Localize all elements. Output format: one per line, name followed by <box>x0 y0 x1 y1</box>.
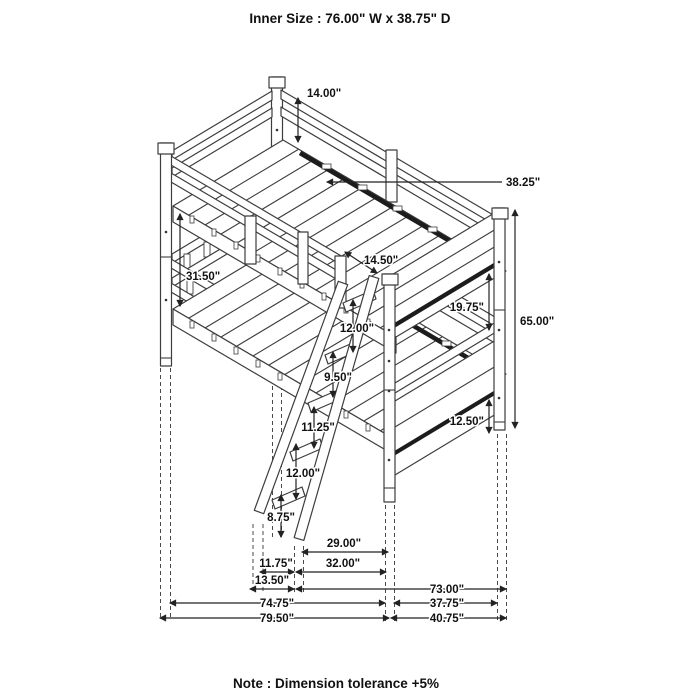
dim-label-frame-length: 73.00" <box>429 584 465 596</box>
dim-label-lower-rail-clearance: 31.50" <box>186 271 221 283</box>
foot-front-post <box>382 274 398 502</box>
head-front-post <box>158 143 174 366</box>
dim-label-guard-rail-height: 14.00" <box>307 88 342 100</box>
dim-label-ladder-step-4: 12.00" <box>285 468 321 480</box>
dim-label-overall-depth: 40.75" <box>429 613 465 625</box>
dim-label-frame-depth: 37.75" <box>429 598 465 610</box>
dim-label-overall-height: 65.00" <box>520 316 555 328</box>
dim-label-overall-length-ladder: 79.50" <box>259 613 295 625</box>
dim-label-top-inner-depth: 38.25" <box>506 177 541 189</box>
dim-label-guard-opening: 14.50" <box>364 255 399 267</box>
dim-label-under-bed-clearance: 12.50" <box>449 416 484 428</box>
back-guard-support <box>386 150 397 202</box>
dim-label-ladder-step-3: 11.25" <box>301 422 335 434</box>
dim-label-overall-length: 74.75" <box>259 598 295 610</box>
tolerance-note: Note : Dimension tolerance +5% <box>233 676 439 691</box>
dim-label-ladder-step-bottom: 8.75" <box>267 512 295 524</box>
dim-label-ladder-step-top: 12.00" <box>339 323 375 335</box>
foot-back-post <box>492 208 508 430</box>
dim-label-ladder-width-outer: 13.50" <box>254 575 290 587</box>
dim-label-ladder-width-inner: 11.75" <box>259 558 293 570</box>
dim-label-bunk-gap: 19.75" <box>449 302 484 314</box>
dim-label-ladder-reach: 29.00" <box>326 538 362 550</box>
dim-label-ladder-step-2: 9.50" <box>324 372 352 384</box>
inner-size-title: Inner Size : 76.00" W x 38.75" D <box>249 11 451 26</box>
dim-label-ladder-span: 32.00" <box>325 558 361 570</box>
